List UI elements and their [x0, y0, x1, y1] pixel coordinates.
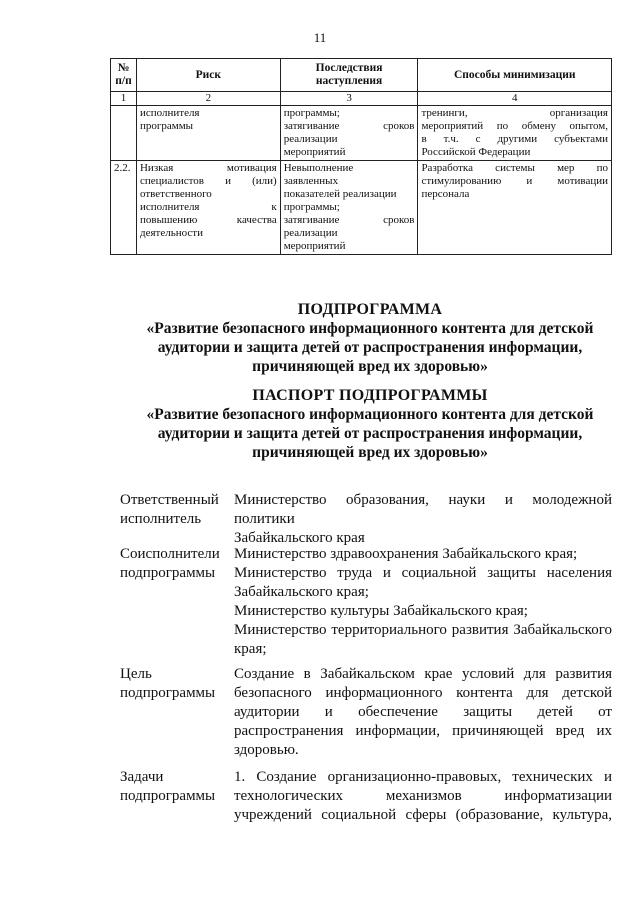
subprogram-title-line: «Развитие безопасного информационного контента для детской [146, 320, 594, 337]
table-row [111, 161, 612, 255]
header-consequences: Последствия наступления [280, 59, 418, 92]
column-number: 3 [280, 92, 418, 106]
passport-value: Министерство образования, науки и молодежной политики Забайкальского края [234, 492, 612, 546]
header-mitigation: Способы минимизации [418, 59, 612, 92]
column-number: 4 [418, 92, 612, 106]
subprogram-title-block [120, 300, 620, 376]
risk-cell: исполнителя программы [136, 106, 280, 161]
table-row [111, 106, 612, 161]
row-num: 2.2. [111, 161, 137, 255]
passport-title-line: аудитории и защита детей от распространения информации, [157, 425, 583, 442]
passport-title-block [120, 386, 620, 462]
header-risk: Риск [136, 59, 280, 92]
passport-value: Министерство здравоохранения Забайкальского края; Министерство труда и социальной защиты населения Забайкальского края; Министерство культуры Забайкальского края; Министерство территориального развития Забайкальского края; [234, 546, 612, 657]
consequences-cell: программы; затягивание сроков реализации мероприятий [280, 106, 418, 161]
consequences-cell: Невыполнение заявленных показателей реализации программы; затягивание сроков реализации мероприятий [280, 161, 418, 255]
page-number: 11 [313, 30, 327, 45]
row-num [111, 106, 137, 161]
mitigation-cell: Разработка системы мер по стимулированию и мотивации персонала [418, 161, 612, 255]
passport-title-line: «Развитие безопасного информационного контента для детской [146, 406, 594, 423]
mitigation-cell: тренинги, организация мероприятий по обмену опытом, в т.ч. с другими субъектами Российской Федерации [418, 106, 612, 161]
passport-label: Задачи подпрограммы [120, 769, 216, 804]
column-number: 2 [136, 92, 280, 106]
subprogram-title-line: аудитории и защита детей от распространения информации, [157, 339, 583, 356]
passport-label: Цель подпрограммы [120, 666, 216, 701]
passport-label: Ответственный исполнитель [120, 492, 219, 527]
header-num: № п/п [111, 59, 137, 92]
passport-title-line: причиняющей вред их здоровью» [252, 444, 488, 461]
passport-value: Создание в Забайкальском крае условий для развития безопасного информационного контента для детской аудитории и обеспечение защиты детей от распространения информации, причиняющей вред их здоровью. [234, 666, 612, 758]
subprogram-heading: ПОДПРОГРАММА [297, 301, 443, 318]
column-number: 1 [111, 92, 137, 106]
passport-label: Соисполнители подпрограммы [120, 546, 220, 581]
risk-table [110, 58, 612, 255]
subprogram-title-line: причиняющей вред их здоровью» [252, 358, 488, 375]
risk-cell: Низкая мотивация специалистов и (или) ответственного исполнителя к повышению качества деятельности [136, 161, 280, 255]
passport-heading: ПАСПОРТ ПОДПРОГРАММЫ [252, 387, 488, 404]
passport-value: 1. Создание организационно-правовых, технических и технологических механизмов информатизации учреждений социальной сферы (образование, культура, [234, 769, 612, 823]
